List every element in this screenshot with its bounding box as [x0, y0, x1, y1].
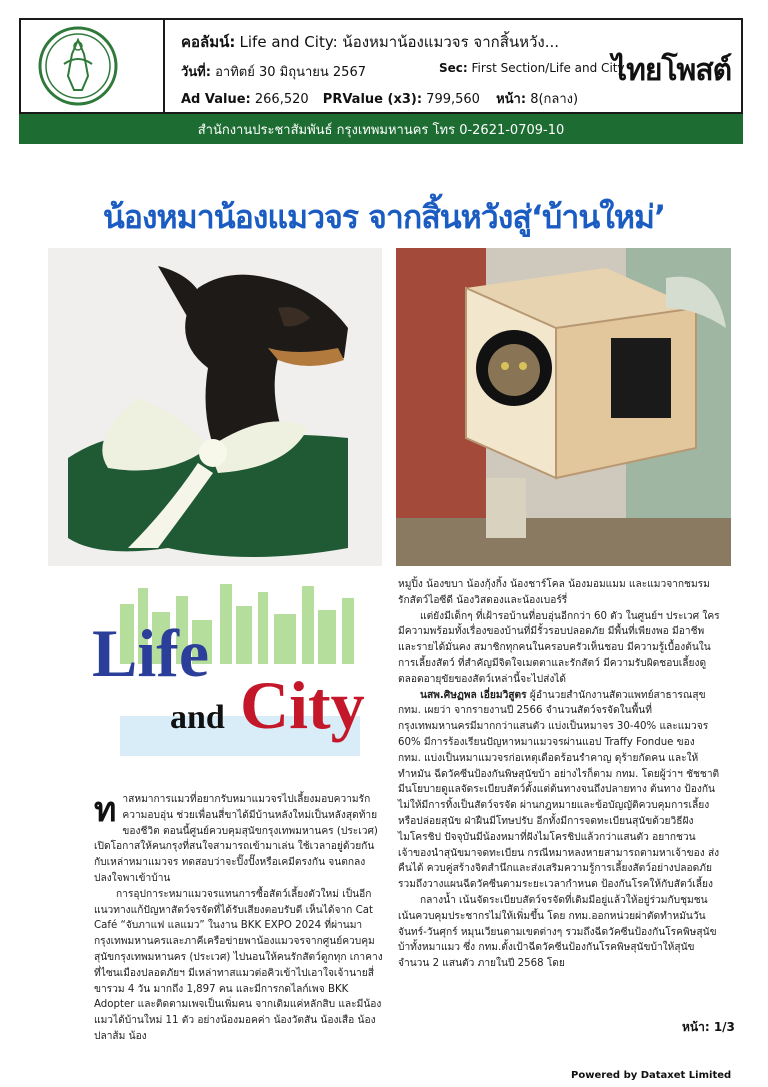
left-paragraph-2: การอุปการะหมาแมวจรแทนการซื้อสัตว์เลี้ยงตัวใหม่ เป็นอีกแนวทางแก้ปัญหาสัตว์จรจัดที่ได้รับเสียงตอบรับดี เห็นได้จาก Cat Café “จับภาแฟ แลแมว” ในงาน BKK EXPO 2024 ที่ผ่านมา กรุงเทพมหานครและภาคีเครือข่ายพาน้องแมวจรจากศูนย์ควบคุมสุนัขกรุงเทพมหานคร (ประเวศ) ไปนอนให้คนรักสัตว์ดูกทุก เกาคาง ที่ไซนเมืองปลอดภัยฯ มีเหล่าทาสแมวต่อคิวเข้าไปเอาใจเจ้านายสี่ขารวม 4 วัน มากถึง 1,897 คน และมีการกดไลก์เพจ BKK Adopter และติดตามเพจเป็นเพิ่มคน จากเดิมแค่หลักสิบ และมีน้องแมวได้บ้านใหม่ 11 ตัว อย่างน้องมอคค่า น้องวัตสัน น้องเสือ น้องปลาส้ม น้อง: [94, 888, 383, 1042]
article-left-column: [94, 792, 384, 1045]
ad-value: 266,520: [254, 92, 309, 107]
sec-value: First Section/Life and City: [471, 61, 625, 75]
header-divider: [163, 19, 165, 114]
logo-city-text: City: [240, 667, 365, 743]
header-column-row: [181, 30, 559, 54]
ad-value-label: Ad Value:: [181, 92, 251, 107]
sec-label: Sec:: [439, 61, 468, 75]
date-label: วันที่:: [181, 65, 211, 80]
column-label: คอลัมน์:: [181, 33, 236, 51]
article-headline: น้องหมาน้องแมวจร จากสิ้นหวังสู่‘บ้านใหม่’: [102, 198, 666, 236]
cat-house-photo: [396, 248, 731, 566]
right-paragraph-3-text: ผู้อำนวยสำนักงานสัตวแพทย์สาธารณสุข กทม. เผยว่า จากรายงานปี 2566 จำนวนสัตว์จรจัดในพื้นที่กรุงเทพมหานครมีมากกว่าแสนตัว แบ่งเป็นหมาจร 30-40% และแมวจร 60% มีการร้องเรียนปัญหาหมาแมวจรผ่านแอป Traffy Fondue ของ กทม. แบ่งเป็นหมาแมวจรก่อเหตุเดือดร้อนรำคาญ ดุร้ายกัดคน และให้ทำหมัน ฉีดวัคซีนป้องกันพิษสุนัขบ้า อย่างไรก็ตาม กทม. โดยผู้ว่าฯ ชัชชาติ มีนโยบายดูแลจัดระเบียบสัตว์ตั้งแต่ต้นทางจนถึงปลายทาง ต้นทาง ป้องกันไม่ให้มีการทิ้งเป็นสัตว์จรจัด ผ่านกฎหมายและข้อบัญญัติควบคุมการเลี้ยงหรือปล่อยสุนัข ฝ่าฝืนมีโทษปรับ อีกทั้งมีการจดทะเบียนสุนัขด้วยวิธีฝังไมโครชิป ปัจจุบันมีน้องหมาที่ฝังไมโครชิปแล้วกว่าแสนตัว อยากชวนเจ้าของนำสุนัขมาจดทะเบียน กรณีหมาหลงหายสามารถตามหาเจ้าของ ส่งคืนได้ ควบคู่สร้างจิตสำนึกและส่งเสริมความรู้การเลี้ยงสัตว์อย่างปลอดภัย รวมถึงวางแผนฉีดวัคซีนตามระยะเวลากำหนด ป้องกันโรคให้กับสัตว์เลี้ยง: [398, 689, 720, 891]
right-paragraph-1: หมูปิ้ง น้องขบา น้องกุ้งกิ้ง น้องชาร์โคล น้องมอมแมม และแมวจากชมรมรักสัตว์ไอซีดี น้องวิสดองและน้องเบอร์รี่: [398, 579, 710, 606]
page-number: หน้า: 1/3: [682, 1020, 735, 1034]
life-and-city-logo: [80, 576, 382, 776]
powered-by-footer: Powered by Dataxet Limited: [571, 1070, 732, 1081]
header-date-row: [181, 61, 366, 82]
agency-text: สำนักงานประชาสัมพันธ์ กรุงเทพมหานคร โทร 0-2621-0709-10: [197, 122, 565, 138]
official-name: นสพ.ศิษฏพล เอี่ยมวิสูตร: [420, 689, 527, 701]
pr-value: 799,560: [426, 92, 480, 107]
header-value-row: [181, 88, 578, 109]
column-value: Life and City: น้องหมาน้องแมวจร จากสิ้นหวัง...: [239, 33, 560, 51]
date-value: อาทิตย์ 30 มิถุนายน 2567: [215, 65, 366, 80]
page-label: หน้า:: [496, 92, 527, 107]
logo-life-text: Life: [92, 615, 210, 691]
article-right-column: [398, 577, 720, 972]
left-paragraph-1-text: าสหมาการแมวที่อยากรับหมาแมวจรไปเลี้ยงมอบความรัก ความอบอุ่น ช่วยเพื่อนสี่ขาได้มีบ้านหลังใหม่เป็นหลังสุดท้ายของชีวิต ตอนนี้ศูนย์ควบคุมสุนัขกรุงเทพมหานคร (ประเวศ) เปิดโอกาสให้คนกรุงที่สนใจสามารถเข้ามาเล่น ใช้เวลาอยู่ด้วยกันกับเหล่าหมาแมวจร ทดสอบว่าจะปิ๊งปั๊งหรือเคมีตรงกัน จนตกลงปลงใจพาเข้าบ้าน: [94, 794, 378, 884]
dog-photo: [48, 248, 382, 566]
pr-value-label: PRValue (x3):: [322, 92, 423, 107]
agency-bar: [19, 114, 743, 144]
right-paragraph-2: แต่ยังมีเด็กๆ ที่เฝ้ารอบ้านที่อบอุ่นอีกกว่า 60 ตัว ในศูนย์ฯ ประเวศ ใครมีความพร้อมทั้งเรื่องของบ้านที่มีรั้วรอบปลอดภัย มีพื้นที่เพียงพอ มีอาชีพและรายได้มั่นคง สมาชิกทุกคนในครอบครัวเห็นชอบ มีความรู้เบื้องต้นในการเลี้ยงสัตว์ ที่สำคัญมีจิตใจเมตตาและรักสัตว์ มีความรับผิดชอบเลี้ยงดูตลอดอายุขัยของสัตว์เหล่านี้จะไปส่งได้: [398, 610, 720, 685]
left-paragraph-1: [94, 792, 384, 887]
right-paragraph-3: [398, 688, 720, 893]
logo-and-text: and: [170, 699, 225, 736]
dropcap: ท: [94, 790, 117, 830]
page-value: 8(กลาง): [530, 92, 579, 107]
bangkok-seal-icon: [24, 24, 132, 108]
right-paragraph-4: กลางน้ำ เน้นจัดระเบียบสัตว์จรจัดที่เดิมมีอยู่แล้วให้อยู่ร่วมกับชุมชน เน้นควบคุมประชากรไม่ให้เพิ่มขึ้น โดย กทม.ออกหน่วยผ่าตัดทำหมันวันจันทร์-วันศุกร์ หมุนเวียนตามเขตต่างๆ รวมถึงฉีดวัคซีนป้องกันโรคพิษสุนัขบ้าทั้งหมาแมว ซึ่ง กทม.ตั้งเป้าฉีดวัคซีนป้องกันโรคพิษสุนัขบ้าให้สุนัขจำนวน 2 แสนตัว ภายในปี 2568 โดย: [398, 894, 717, 970]
header-sec-row: [439, 61, 625, 75]
thaipost-brand-logo: ไทยโพสต์: [612, 53, 732, 88]
